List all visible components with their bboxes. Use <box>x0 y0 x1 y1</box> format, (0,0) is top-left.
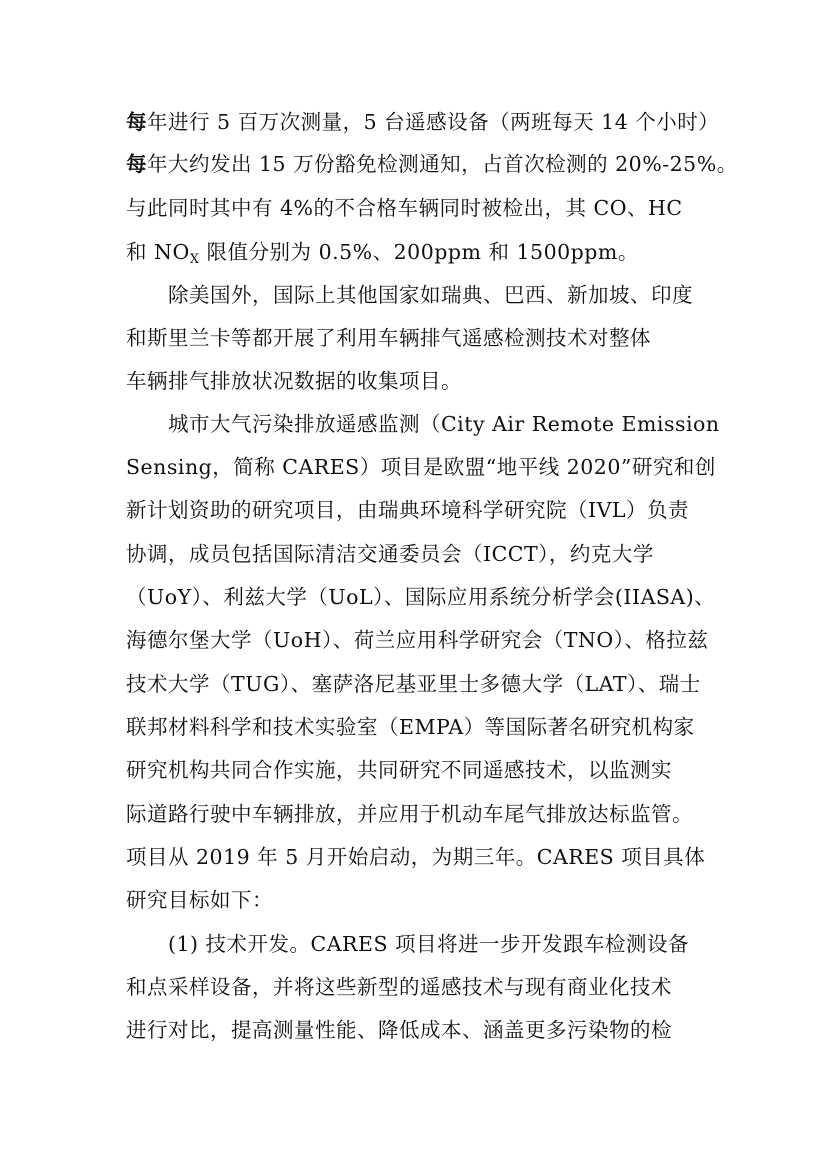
text-line-nox: 和 $NO_X$ 限值分别为 0.5%、200ppm 和 1500ppm。 <box>126 240 639 267</box>
text-line: 技术大学（TUG）、塞萨洛尼基亚里士多德大学（LAT）、瑞士 <box>126 672 701 696</box>
paragraph-start: 城市大气污染排放遥感监测（City Air Remote Emission <box>168 412 720 436</box>
text-line: 联邦材料科学和技术实验室（EMPA）等国际著名研究机构家 <box>126 715 695 739</box>
text-line: 海德尔堡大学（UoH）、荷兰应用科学研究会（TNO）、格拉兹 <box>126 628 709 652</box>
text-line: 车辆排气排放状况数据的收集项目。 <box>126 369 462 393</box>
text-line: Sensing，简称 CARES）项目是欧盟“地平线 2020”研究和创 <box>126 455 716 479</box>
text-line: 际道路行驶中车辆排放，并应用于机动车尾气排放达标监管。 <box>126 802 693 826</box>
text-line: 项目从 2019 年 5 月开始启动，为期三年。CARES 项目具体 <box>126 845 706 869</box>
text-line: 协调，成员包括国际清洁交通委员会（ICCT），约克大学 <box>126 542 654 566</box>
text-line: 每年大约发出 15 万份豁免检测通知，占首次检测的 20%-25%。 <box>126 152 738 176</box>
paragraph-start: 除美国外，国际上其他国家如瑞典、巴西、新加坡、印度 <box>168 283 693 307</box>
text-line: 研究目标如下： <box>126 888 273 912</box>
text-line: 和点采样设备，并将这些新型的遥感技术与现有商业化技术 <box>126 975 672 999</box>
text-line: （UoY）、利兹大学（UoL）、国际应用系统分析学会(IIASA)、 <box>126 585 716 609</box>
text-line: 进行对比，提高测量性能、降低成本、涵盖更多污染物的检 <box>126 1018 672 1042</box>
text-line: 与此同时其中有 4%的不合格车辆同时被检出，其 CO、HC <box>126 196 683 220</box>
text-line: 和斯里兰卡等都开展了利用车辆排气遥感检测技术对整体 <box>126 326 651 350</box>
text-line: 研究机构共同合作实施，共同研究不同遥感技术，以监测实 <box>126 758 672 782</box>
text-line: 每年进行 5 百万次测量，5 台遥感设备（两班每天 14 个小时） <box>126 110 720 134</box>
text-line: 新计划资助的研究项目，由瑞典环境科学研究院（IVL）负责 <box>126 498 690 522</box>
paragraph-start: (1) 技术开发。CARES 项目将进一步开发跟车检测设备 <box>168 932 690 956</box>
